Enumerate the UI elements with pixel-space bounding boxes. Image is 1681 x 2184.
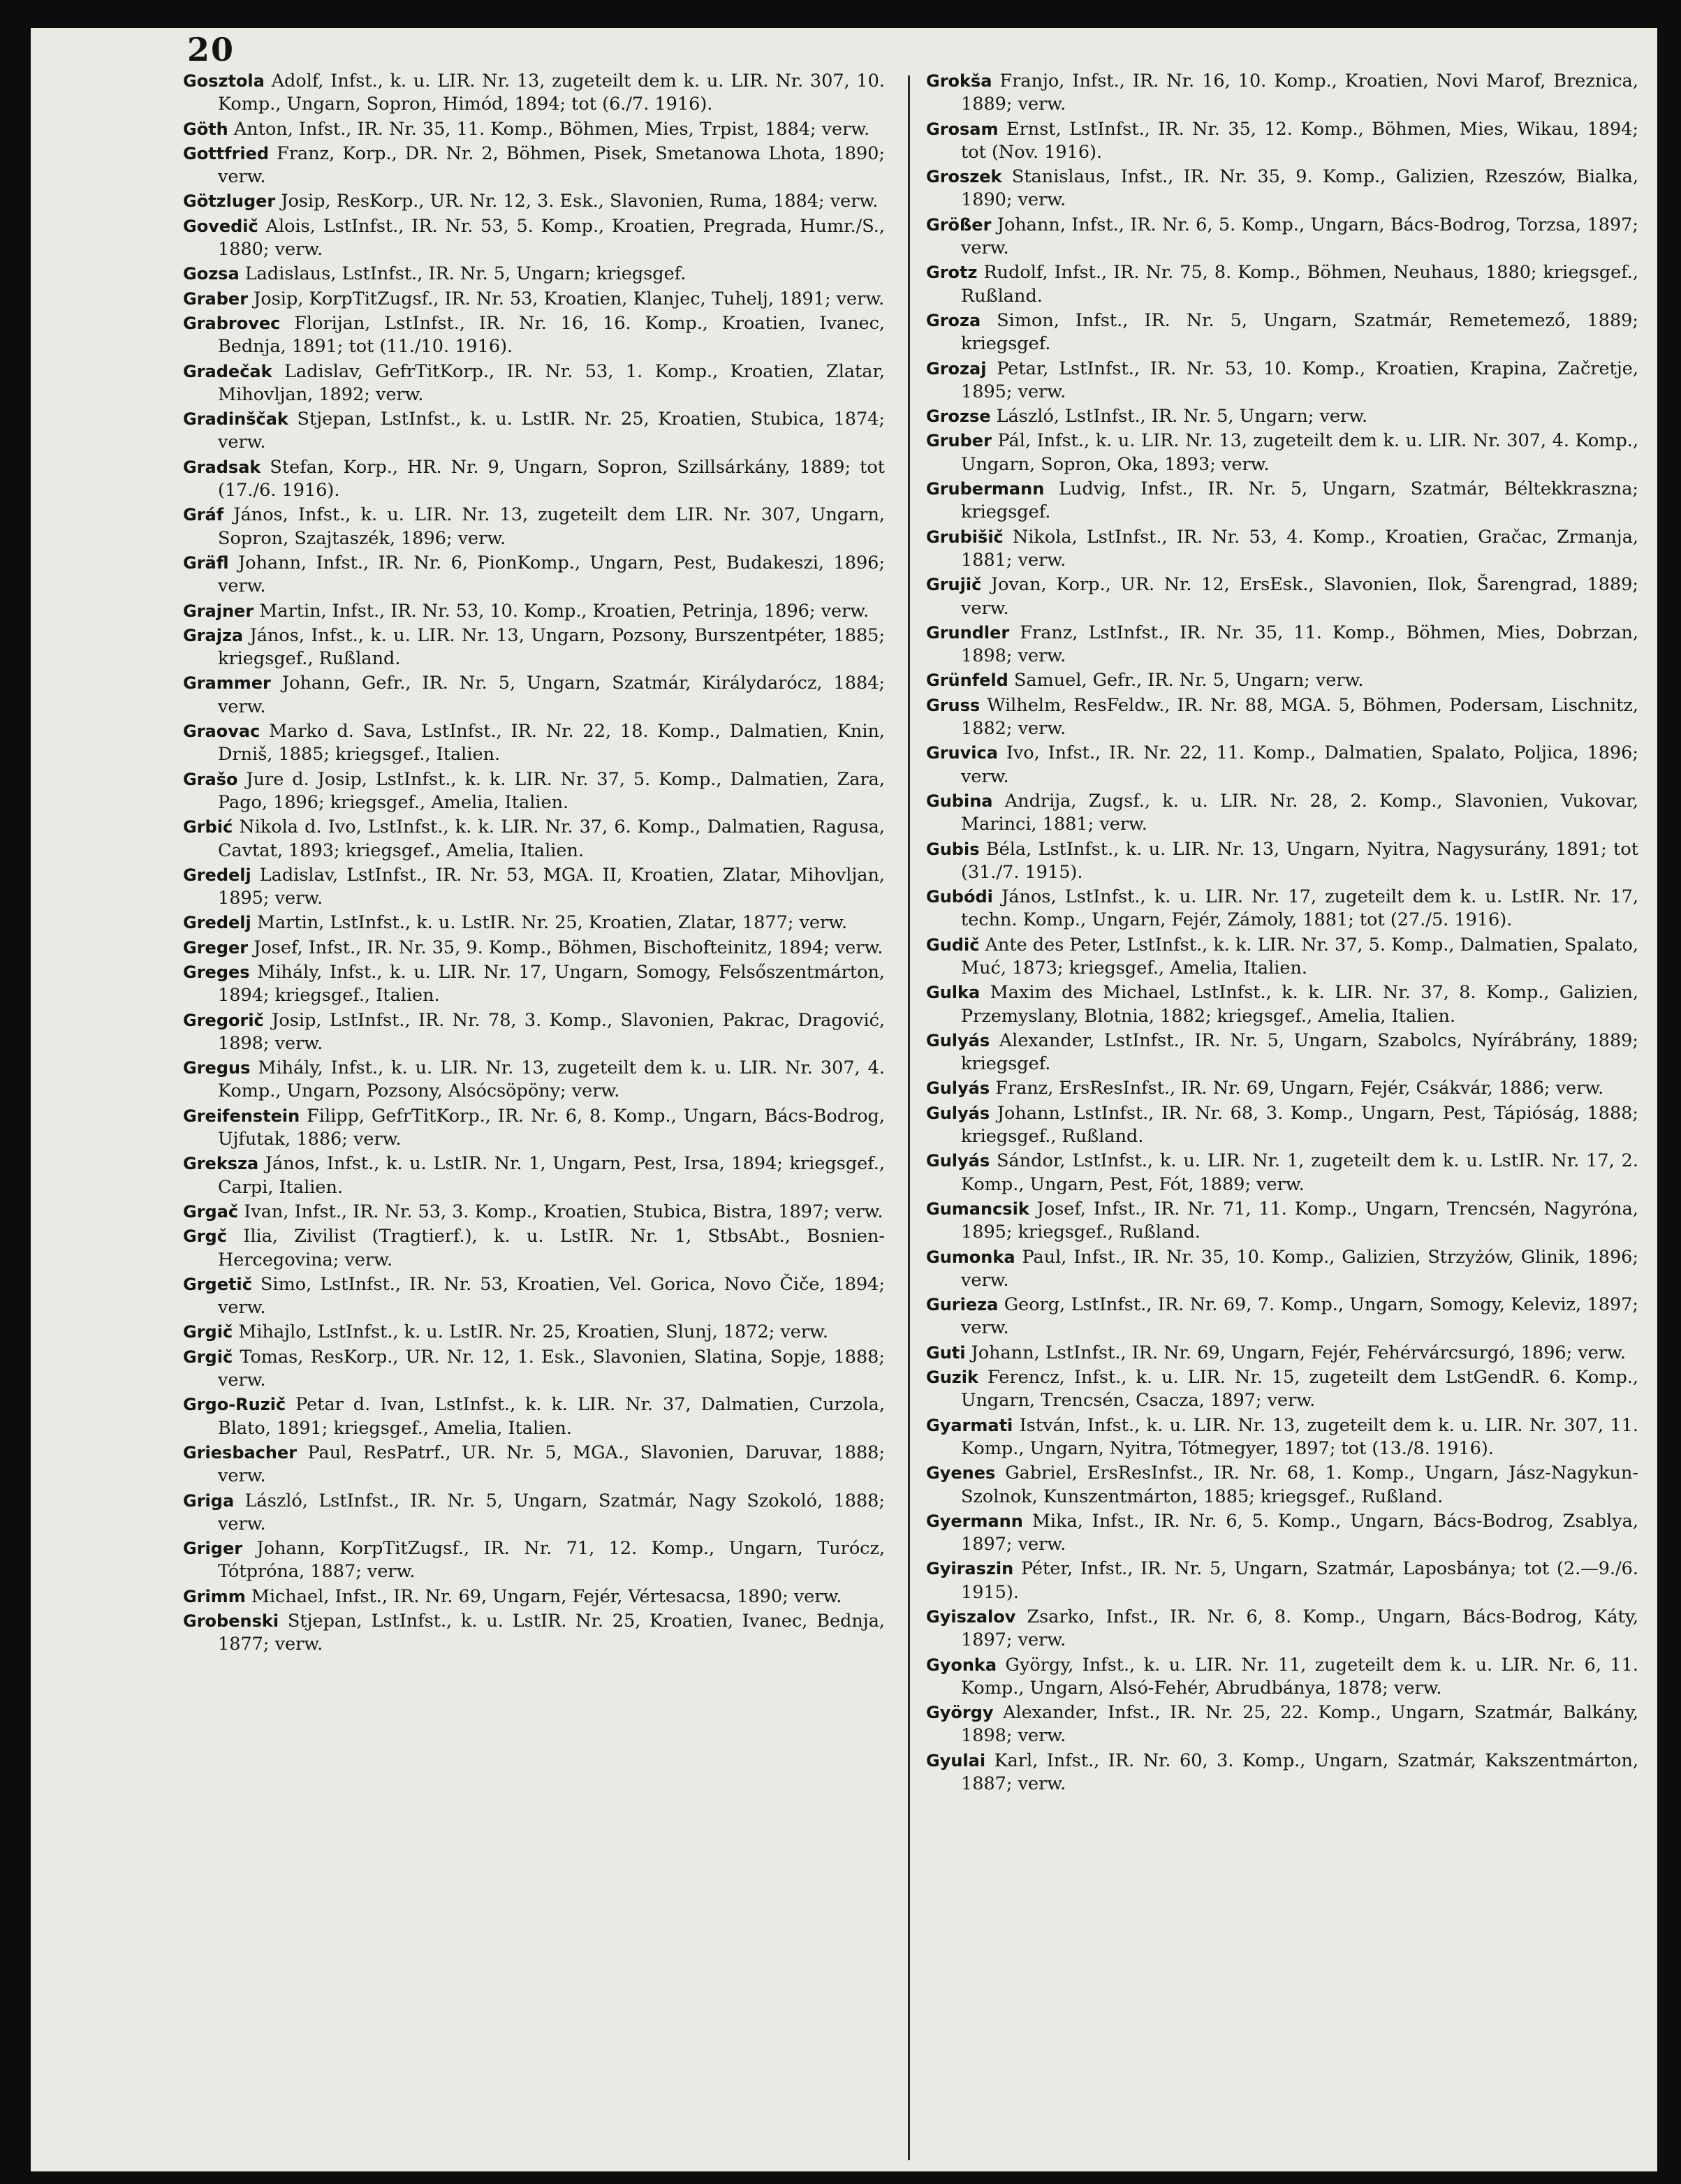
entry-surname: Gruber — [926, 431, 992, 451]
entry-details: Josip, LstInfst., IR. Nr. 78, 3. Komp., Slavonien, Pakrac, Dragović, 1898; verw. — [218, 1009, 885, 1054]
page-number: 20 — [187, 31, 235, 68]
entry — [926, 309, 1638, 356]
entry-details: János, Infst., k. u. LIR. Nr. 13, Ungarn, Pozsony, Burszentpéter, 1885; kriegsgef., Rußland. — [218, 624, 885, 670]
entry-surname: Grünfeld — [926, 670, 1008, 691]
entry-surname: Gurieza — [926, 1295, 999, 1315]
scan-border-right — [1657, 0, 1681, 2184]
entry-surname: Groza — [926, 310, 981, 330]
entry-surname: Götzluger — [183, 191, 276, 212]
entry — [183, 937, 885, 960]
entry — [926, 694, 1638, 741]
entry-surname: Grimm — [183, 1586, 246, 1606]
entry — [183, 1537, 885, 1584]
entry-surname: Gredelj — [183, 865, 251, 885]
entry-details: Franz, ErsResInfst., IR. Nr. 69, Ungarn, Fejér, Csákvár, 1886; verw. — [990, 1078, 1604, 1099]
entry-surname: Grgič — [183, 1322, 233, 1342]
entry-details: Jure d. Josip, LstInfst., k. k. LIR. Nr. 37, 5. Komp., Dalmatien, Zara, Pago, 1896; kriegsgef., Amelia, Italien. — [218, 768, 885, 813]
entry-details: Ludvig, Infst., IR. Nr. 5, Ungarn, Szatmár, Béltekkraszna; kriegsgef. — [961, 478, 1638, 523]
entry-surname: Greksza — [183, 1154, 259, 1174]
entry — [183, 720, 885, 767]
scan-border-top — [0, 0, 1681, 28]
entry-surname: Gradečak — [183, 361, 272, 381]
entry-details: Sándor, LstInfst., k. u. LIR. Nr. 1, zugeteilt dem k. u. LstIR. Nr. 17, 2. Komp., Ungarn, Pest, Fót, 1889; verw. — [961, 1150, 1638, 1195]
entry-surname: Grokša — [926, 71, 992, 91]
entry — [183, 118, 885, 141]
entry-details: Pál, Infst., k. u. LIR. Nr. 13, zugeteilt dem k. u. LIR. Nr. 307, 4. Komp., Ungarn, Sopron, Oka, 1893; verw. — [961, 430, 1638, 475]
entry — [926, 622, 1638, 668]
entry-surname: Govedič — [183, 216, 258, 236]
entry — [183, 1490, 885, 1537]
entry — [183, 1321, 885, 1344]
entry-details: Andrija, Zugsf., k. u. LIR. Nr. 28, 2. Komp., Slavonien, Vukovar, Marinci, 1881; verw. — [961, 790, 1638, 835]
entry-details: Marko d. Sava, LstInfst., IR. Nr. 22, 18. Komp., Dalmatien, Knin, Drniš, 1885; kriegsgef., Italien. — [218, 721, 885, 765]
entry-details: Stanislaus, Infst., IR. Nr. 35, 9. Komp., Galizien, Rzeszów, Bialka, 1890; verw. — [961, 166, 1638, 211]
entry-details: Josef, Infst., IR. Nr. 71, 11. Komp., Ungarn, Trencsén, Nagyróna, 1895; kriegsgef., Rußland. — [961, 1198, 1638, 1243]
entry — [926, 1198, 1638, 1245]
entry-details: Karl, Infst., IR. Nr. 60, 3. Komp., Ungarn, Szatmár, Kakszentmárton, 1887; verw. — [961, 1750, 1638, 1795]
entry — [183, 1152, 885, 1199]
entry — [183, 1442, 885, 1488]
entry — [183, 312, 885, 359]
entry — [183, 768, 885, 815]
entry — [183, 288, 885, 311]
entry-details: Michael, Infst., IR. Nr. 69, Ungarn, Fejér, Vértesacsa, 1890; verw. — [245, 1585, 842, 1607]
entry-surname: Gulka — [926, 983, 981, 1003]
entry — [926, 526, 1638, 573]
entry-details: Ivan, Infst., IR. Nr. 53, 3. Komp., Kroatien, Stubica, Bistra, 1897; verw. — [238, 1201, 883, 1222]
entry — [183, 190, 885, 213]
entry-surname: Gudič — [926, 935, 980, 955]
entry-details: Alexander, Infst., IR. Nr. 25, 22. Komp., Ungarn, Szatmár, Balkány, 1898; verw. — [961, 1702, 1638, 1747]
entry-details: Josip, KorpTitZugsf., IR. Nr. 53, Kroatien, Klanjec, Tuhelj, 1891; verw. — [248, 288, 885, 309]
entry-surname: Größer — [926, 214, 992, 235]
entry — [183, 1393, 885, 1440]
entry-surname: Graovac — [183, 721, 260, 742]
entry-details: Mihály, Infst., k. u. LIR. Nr. 17, Ungarn, Somogy, Felsőszentmárton, 1894; kriegsgef., Italien. — [218, 961, 885, 1006]
entry-details: Ladislaus, LstInfst., IR. Nr. 5, Ungarn; kriegsgef. — [239, 263, 687, 285]
entry-surname: Gregorič — [183, 1010, 264, 1030]
entry — [926, 166, 1638, 212]
entry-details: Jovan, Korp., UR. Nr. 12, ErsEsk., Slavonien, Ilok, Šarengrad, 1889; verw. — [961, 574, 1638, 619]
entry-details: Ladislav, LstInfst., IR. Nr. 53, MGA. II, Kroatien, Zlatar, Mihovljan, 1895; verw. — [218, 864, 885, 909]
entry-surname: Grotz — [926, 263, 978, 283]
entry-details: Johann, Infst., IR. Nr. 6, PionKomp., Ungarn, Pest, Budakeszi, 1896; verw. — [218, 552, 885, 597]
entry-surname: Gozsa — [183, 264, 240, 284]
entry-surname: Griger — [183, 1539, 243, 1559]
entry-details: Martin, Infst., IR. Nr. 53, 10. Komp., Kroatien, Petrinja, 1896; verw. — [254, 600, 869, 622]
entry-details: János, LstInfst., k. u. LIR. Nr. 17, zugeteilt dem k. u. LstIR. Nr. 17, techn. Komp., Ungarn, Fejér, Zámoly, 1881; tot (27./5. 1916). — [961, 886, 1638, 931]
entry-surname: Gyenes — [926, 1463, 996, 1483]
scan-border-left — [0, 0, 31, 2184]
entry-surname: Grajza — [183, 625, 244, 645]
entry-details: Johann, Gefr., IR. Nr. 5, Ungarn, Szatmár, Királydarócz, 1884; verw. — [218, 673, 885, 717]
entry — [183, 672, 885, 719]
entry-surname: Griesbacher — [183, 1442, 298, 1463]
entry-surname: Gyarmati — [926, 1415, 1013, 1435]
entry-details: Alexander, LstInfst., IR. Nr. 5, Ungarn, Szabolcs, Nyírábrány, 1889; kriegsgef. — [961, 1029, 1638, 1075]
entry-surname: Gradsak — [183, 457, 261, 477]
entry-details: Johann, LstInfst., IR. Nr. 69, Ungarn, Fejér, Fehérvárcsurgó, 1896; verw. — [965, 1342, 1626, 1363]
entry-surname: Gulyás — [926, 1103, 990, 1123]
entry-details: György, Infst., k. u. LIR. Nr. 11, zugeteilt dem k. u. LIR. Nr. 6, 11. Komp., Ungarn, Alsó-Fehér, Abrudbánya, 1878; verw. — [961, 1654, 1638, 1699]
entry — [926, 1606, 1638, 1652]
entry-surname: Graber — [183, 288, 249, 309]
entry-surname: Gräfl — [183, 552, 229, 573]
entry-details: Johann, KorpTitZugsf., IR. Nr. 71, 12. Komp., Ungarn, Turócz, Tótpróna, 1887; verw. — [218, 1538, 885, 1583]
entry — [926, 1366, 1638, 1413]
entry-surname: György — [926, 1703, 994, 1723]
entry-details: Paul, Infst., IR. Nr. 35, 10. Komp., Galizien, Strzyżów, Glinik, 1896; verw. — [961, 1246, 1638, 1291]
entry-surname: Grgo-Ruzič — [183, 1395, 286, 1415]
entry — [926, 118, 1638, 165]
entry-surname: Gulyás — [926, 1030, 990, 1050]
entry-surname: Grgetič — [183, 1274, 252, 1294]
entry — [926, 981, 1638, 1028]
entry — [183, 1585, 885, 1608]
entry-surname: Grosam — [926, 119, 999, 139]
entry — [183, 408, 885, 455]
entry-surname: Groszek — [926, 167, 1002, 187]
entry — [926, 1414, 1638, 1461]
entry-surname: Gyermann — [926, 1511, 1023, 1531]
entry — [183, 1273, 885, 1320]
entry-surname: Gruvica — [926, 743, 998, 763]
entry — [183, 864, 885, 911]
right-column — [926, 70, 1638, 1797]
entry-details: Stjepan, LstInfst., k. u. LstIR. Nr. 25, Kroatien, Stubica, 1874; verw. — [218, 409, 885, 453]
entry — [926, 1077, 1638, 1100]
entry-details: Maxim des Michael, LstInfst., k. k. LIR. Nr. 37, 8. Komp., Galizien, Przemyslany, Blotnia, 1882; kriegsgef., Amelia, Italien. — [961, 982, 1638, 1027]
entry-surname: Gyulai — [926, 1750, 986, 1771]
entry-surname: Gregus — [183, 1058, 251, 1078]
entry-details: Zsarko, Infst., IR. Nr. 6, 8. Komp., Ungarn, Bács-Bodrog, Káty, 1897; verw. — [961, 1606, 1638, 1651]
entry-details: Petar d. Ivan, LstInfst., k. k. LIR. Nr. 37, Dalmatien, Curzola, Blato, 1891; kriegsgef., Amelia, Italien. — [218, 1394, 885, 1439]
entry — [926, 1102, 1638, 1149]
entry-surname: Greifenstein — [183, 1106, 300, 1126]
entry-details: Franjo, Infst., IR. Nr. 16, 10. Komp., Kroatien, Novi Marof, Breznica, 1889; verw. — [961, 71, 1638, 115]
entry — [926, 358, 1638, 404]
entry-surname: Grgč — [183, 1226, 227, 1247]
entry-details: Gabriel, ErsResInfst., IR. Nr. 68, 1. Komp., Ungarn, Jász-Nagykun-Szolnok, Kunszentmárton, 1885; kriegsgef., Rußland. — [961, 1463, 1638, 1507]
entry-details: Samuel, Gefr., IR. Nr. 5, Ungarn; verw. — [1008, 670, 1364, 691]
entry-details: Petar, LstInfst., IR. Nr. 53, 10. Komp., Kroatien, Krapina, Začretje, 1895; verw. — [961, 358, 1638, 402]
entry-details: Mihály, Infst., k. u. LIR. Nr. 13, zugeteilt dem k. u. LIR. Nr. 307, 4. Komp., Ungarn, Pozsony, Alsócsöpöny; verw. — [218, 1057, 885, 1102]
entry — [926, 261, 1638, 308]
entry-details: László, LstInfst., IR. Nr. 5, Ungarn; verw. — [990, 406, 1368, 427]
entry-surname: Göth — [183, 119, 228, 139]
entry-surname: Gulyás — [926, 1151, 990, 1171]
entry-details: Franz, LstInfst., IR. Nr. 35, 11. Komp., Böhmen, Mies, Dobrzan, 1898; verw. — [961, 622, 1638, 667]
entry-surname: Grujič — [926, 575, 982, 595]
entry — [926, 1246, 1638, 1293]
entry-surname: Gubina — [926, 791, 993, 811]
entry-surname: Gráf — [183, 505, 224, 525]
entry — [926, 790, 1638, 837]
entry-details: Ilia, Zivilist (Tragtierf.), k. u. LstIR. Nr. 1, StbsAbt., Bosnien-Hercegovina; verw. — [218, 1226, 885, 1270]
entry — [183, 600, 885, 623]
entry-surname: Gubis — [926, 839, 980, 859]
entry — [183, 1225, 885, 1272]
entry — [926, 934, 1638, 981]
entry-details: Alois, LstInfst., IR. Nr. 53, 5. Komp., Kroatien, Pregrada, Humr./S., 1880; verw. — [218, 215, 885, 261]
entry-surname: Gumonka — [926, 1247, 1015, 1267]
entry-details: Ernst, LstInfst., IR. Nr. 35, 12. Komp., Böhmen, Mies, Wikau, 1894; tot (Nov. 1916). — [961, 118, 1638, 163]
entry-surname: Grozaj — [926, 358, 987, 379]
entry-surname: Gumancsik — [926, 1199, 1029, 1219]
entry-surname: Greges — [183, 962, 250, 982]
entry-details: Simo, LstInfst., IR. Nr. 53, Kroatien, Vel. Gorica, Novo Čiče, 1894; verw. — [218, 1273, 885, 1319]
entry-surname: Grundler — [926, 622, 1010, 643]
entry-details: Adolf, Infst., k. u. LIR. Nr. 13, zugeteilt dem k. u. LIR. Nr. 307, 10. Komp., Ungarn, Sopron, Himód, 1894; tot (6./7. 1916). — [218, 71, 885, 115]
entry-details: Ladislav, GefrTitKorp., IR. Nr. 53, 1. Komp., Kroatien, Zlatar, Mihovljan, 1892; verw. — [218, 360, 885, 405]
entry-details: Nikola d. Ivo, LstInfst., k. k. LIR. Nr. 37, 6. Komp., Dalmatien, Ragusa, Cavtat, 1893; kriegsgef., Amelia, Italien. — [218, 816, 885, 861]
entry-surname: Gradinščak — [183, 409, 288, 430]
entry — [183, 911, 885, 935]
entry — [926, 1654, 1638, 1701]
entry-surname: Grozse — [926, 406, 991, 427]
entry-details: László, LstInfst., IR. Nr. 5, Ungarn, Szatmár, Nagy Szokoló, 1888; verw. — [218, 1490, 885, 1534]
entry — [183, 360, 885, 407]
entry-details: Josip, ResKorp., UR. Nr. 12, 3. Esk., Slavonien, Ruma, 1884; verw. — [275, 191, 879, 212]
entry-surname: Greger — [183, 937, 249, 958]
entry-details: Paul, ResPatrf., UR. Nr. 5, MGA., Slavonien, Daruvar, 1888; verw. — [218, 1442, 885, 1487]
entry — [183, 456, 885, 503]
entry-surname: Gulyás — [926, 1078, 990, 1099]
entry — [183, 552, 885, 599]
entry-details: Ante des Peter, LstInfst., k. k. LIR. Nr. 37, 5. Komp., Dalmatien, Spalato, Muć, 1873; kriegsgef., Amelia, Italien. — [961, 934, 1638, 979]
entry-details: Johann, Infst., IR. Nr. 6, 5. Komp., Ungarn, Bács-Bodrog, Torzsa, 1897; verw. — [961, 214, 1638, 259]
entry — [183, 961, 885, 1008]
entry-surname: Grobenski — [183, 1611, 279, 1631]
entry — [926, 1029, 1638, 1076]
entry — [183, 504, 885, 550]
entry-details: Martin, LstInfst., k. u. LstIR. Nr. 25, Kroatien, Zlatar, 1877; verw. — [251, 912, 848, 934]
entry-details: Béla, LstInfst., k. u. LIR. Nr. 13, Ungarn, Nyitra, Nagysurány, 1891; tot (31./7. 1915). — [961, 838, 1638, 883]
entry-surname: Gottfried — [183, 143, 270, 163]
entry — [926, 405, 1638, 428]
entry-details: János, Infst., k. u. LstIR. Nr. 1, Ungarn, Pest, Irsa, 1894; kriegsgef., Carpi, Italien. — [218, 1153, 885, 1198]
entry — [926, 1462, 1638, 1509]
entry — [183, 624, 885, 671]
scan-border-bottom — [0, 2171, 1681, 2184]
entry-details: Tomas, ResKorp., UR. Nr. 12, 1. Esk., Slavonien, Slatina, Sopje, 1888; verw. — [218, 1346, 885, 1391]
entry-details: Filipp, GefrTitKorp., IR. Nr. 6, 8. Komp., Ungarn, Bács-Bodrog, Ujfutak, 1886; verw. — [218, 1105, 885, 1150]
entry — [183, 1201, 885, 1224]
entry-details: Mihajlo, LstInfst., k. u. LstIR. Nr. 25, Kroatien, Slunj, 1872; verw. — [233, 1321, 828, 1343]
entry — [183, 816, 885, 863]
entry-surname: Gruss — [926, 695, 981, 715]
entry-surname: Grubišič — [926, 527, 1004, 547]
column-divider — [908, 75, 910, 2160]
entry — [926, 478, 1638, 525]
entry — [183, 70, 885, 117]
entry — [183, 1610, 885, 1657]
entry — [926, 70, 1638, 117]
entry-details: Ivo, Infst., IR. Nr. 22, 11. Komp., Dalmatien, Spalato, Poljica, 1896; verw. — [961, 742, 1638, 787]
entry-details: Simon, Infst., IR. Nr. 5, Ungarn, Szatmár, Remetemező, 1889; kriegsgef. — [961, 309, 1638, 355]
entry — [926, 430, 1638, 476]
entry-details: Péter, Infst., IR. Nr. 5, Ungarn, Szatmár, Laposbánya; tot (2.—9./6. 1915). — [961, 1558, 1638, 1603]
entry — [183, 1105, 885, 1152]
entry — [926, 838, 1638, 885]
entry-details: Ferencz, Infst., k. u. LIR. Nr. 15, zugeteilt dem LstGendR. 6. Komp., Ungarn, Trencsén, Csacza, 1897; verw. — [961, 1367, 1638, 1412]
entry-details: Rudolf, Infst., IR. Nr. 75, 8. Komp., Böhmen, Neuhaus, 1880; kriegsgef., Rußland. — [961, 262, 1638, 307]
entry — [926, 1510, 1638, 1557]
entry-details: Mika, Infst., IR. Nr. 6, 5. Komp., Ungarn, Bács-Bodrog, Zsablya, 1897; verw. — [961, 1510, 1638, 1555]
entry-surname: Gosztola — [183, 71, 265, 91]
entry — [183, 215, 885, 262]
entry — [926, 1750, 1638, 1796]
entry-details: Stjepan, LstInfst., k. u. LstIR. Nr. 25, Kroatien, Ivanec, Bednja, 1877; verw. — [218, 1611, 885, 1655]
entry — [926, 1293, 1638, 1340]
entry-surname: Grgač — [183, 1201, 239, 1222]
entry — [183, 1057, 885, 1104]
entry-details: Georg, LstInfst., IR. Nr. 69, 7. Komp., Ungarn, Somogy, Keleviz, 1897; verw. — [961, 1294, 1638, 1339]
entry-surname: Gyiraszin — [926, 1559, 1014, 1579]
entry-surname: Grammer — [183, 673, 271, 694]
entry-details: Nikola, LstInfst., IR. Nr. 53, 4. Komp., Kroatien, Gračac, Zrmanja, 1881; verw. — [961, 526, 1638, 571]
entry-surname: Grajner — [183, 601, 254, 621]
entry — [926, 573, 1638, 620]
entry-surname: Grgič — [183, 1347, 233, 1367]
entry-details: Florijan, LstInfst., IR. Nr. 16, 16. Komp., Kroatien, Ivanec, Bednja, 1891; tot (11./10. 1916). — [218, 312, 885, 358]
entry-surname: Grubermann — [926, 479, 1045, 499]
entry-details: Franz, Korp., DR. Nr. 2, Böhmen, Pisek, Smetanowa Lhota, 1890; verw. — [218, 142, 885, 188]
entry — [183, 263, 885, 286]
entry — [926, 1150, 1638, 1196]
entry — [926, 214, 1638, 261]
entry-surname: Guzik — [926, 1368, 978, 1388]
entry — [926, 886, 1638, 932]
entry-details: Wilhelm, ResFeldw., IR. Nr. 88, MGA. 5, Böhmen, Podersam, Lischnitz, 1882; verw. — [961, 694, 1638, 740]
entry — [183, 1346, 885, 1393]
entry-surname: Grbić — [183, 817, 233, 837]
entry — [926, 1342, 1638, 1365]
entry-surname: Grašo — [183, 769, 238, 789]
entry-surname: Guti — [926, 1342, 966, 1363]
entry-details: István, Infst., k. u. LIR. Nr. 13, zugeteilt dem k. u. LIR. Nr. 307, 11. Komp., Ungarn, Nyitra, Tótmegyer, 1897; tot (13./8. 1916). — [961, 1414, 1638, 1459]
entry-details: Stefan, Korp., HR. Nr. 9, Ungarn, Sopron, Szillsárkány, 1889; tot (17./6. 1916). — [218, 456, 885, 501]
entry-surname: Grabrovec — [183, 313, 281, 333]
entry-surname: Griga — [183, 1490, 235, 1511]
entry — [926, 1558, 1638, 1604]
entry-surname: Gubódi — [926, 887, 993, 907]
entry — [183, 142, 885, 189]
entry — [926, 669, 1638, 692]
left-column — [183, 70, 885, 1658]
entry-details: Johann, LstInfst., IR. Nr. 68, 3. Komp., Ungarn, Pest, Tápióság, 1888; kriegsgef., Rußland. — [961, 1102, 1638, 1148]
entry-details: Josef, Infst., IR. Nr. 35, 9. Komp., Böhmen, Bischofteinitz, 1894; verw. — [248, 937, 883, 958]
entry-surname: Gredelj — [183, 913, 251, 933]
entry — [926, 742, 1638, 789]
entry-surname: Gyonka — [926, 1655, 997, 1675]
entry — [926, 1701, 1638, 1748]
entry-details: Anton, Infst., IR. Nr. 35, 11. Komp., Böhmen, Mies, Trpist, 1884; verw. — [228, 118, 870, 140]
entry-surname: Gyiszalov — [926, 1607, 1016, 1627]
entry — [183, 1009, 885, 1056]
entry-details: János, Infst., k. u. LIR. Nr. 13, zugeteilt dem LIR. Nr. 307, Ungarn, Sopron, Szajtaszék, 1896; verw. — [218, 504, 885, 549]
